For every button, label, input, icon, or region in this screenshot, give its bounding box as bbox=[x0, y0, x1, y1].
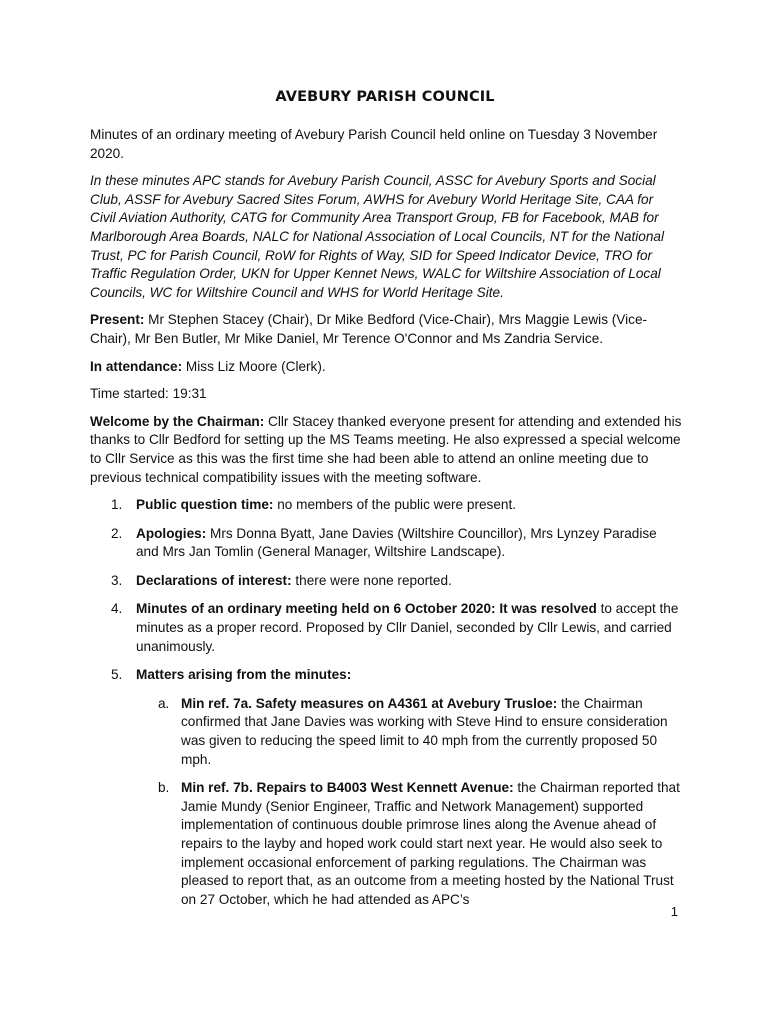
document-body bbox=[90, 126, 682, 919]
agenda-list bbox=[90, 496, 682, 909]
sub-item-text: the Chairman reported that Jamie Mundy (Senior Engineer, Traffic and Network Management) supported implementation of continuous double primrose lines along the Avenue ahead of repairs to the layby and hoped work could start next year. He would also seek to implement occasional enforcement of parking regulations. The Chairman was pleased to report that, as an outcome from a meeting hosted by the National Trust on 27 October, which he had attended as APC’s bbox=[181, 780, 680, 907]
agenda-item bbox=[90, 525, 682, 562]
sub-item-text: the Chairman confirmed that Jane Davies was working with Steve Hind to ensure consideration was given to reducing the speed limit to 40 mph from the currently proposed 50 mph. bbox=[181, 695, 668, 767]
welcome-paragraph bbox=[90, 413, 682, 487]
item-label: Apologies: bbox=[136, 525, 207, 541]
agenda-item bbox=[90, 600, 682, 656]
agenda-item bbox=[90, 572, 682, 591]
sub-item-letter: b. bbox=[158, 780, 170, 796]
document-title: AVEBURY PARISH COUNCIL bbox=[275, 89, 495, 105]
sub-item-letter: a. bbox=[158, 695, 170, 711]
present-paragraph bbox=[90, 311, 682, 348]
present-label: Present: bbox=[90, 312, 145, 328]
item-text: there were none reported. bbox=[291, 572, 452, 588]
attendance-label: In attendance: bbox=[90, 358, 183, 374]
item-number: 2. bbox=[111, 525, 123, 541]
item-number: 4. bbox=[111, 601, 123, 617]
matters-arising-list bbox=[136, 695, 682, 910]
abbreviations-paragraph: In these minutes APC stands for Avebury Parish Council, ASSC for Avebury Sports and Social Club, ASSF for Avebury Sacred Sites Forum, AWHS for Avebury World Heritage Site, CAA for Civil Aviation Authority, CATG for Community Area Transport Group, FB for Facebook, MAB for Marlborough Area Boards, NALC for National Association of Local Councils, NT for the National Trust, PC for Parish Council, RoW for Rights of Way, SID for Speed Indicator Device, TRO for Traffic Regulation Order, UKN for Upper Kennet News, WALC for Wiltshire Association of Local Councils, WC for Wiltshire Council and WHS for World Heritage Site. bbox=[90, 173, 664, 300]
welcome-label: Welcome by the Chairman: bbox=[90, 413, 265, 429]
agenda-item bbox=[90, 496, 682, 515]
item-text: no members of the public were present. bbox=[273, 497, 517, 513]
welcome-text: Cllr Stacey thanked everyone present for attending and extended his thanks to Cllr Bedford for setting up the MS Teams meeting. He also expressed a special welcome to Cllr Service as this was the first time she had been able to attend an online meeting due to previous technical compatibility issues with the meeting software. bbox=[90, 413, 682, 485]
sub-item-label: Min ref. 7b. Repairs to B4003 West Kennett Avenue: bbox=[181, 780, 514, 796]
intro-paragraph: Minutes of an ordinary meeting of Avebury Parish Council held online on Tuesday 3 November 2020. bbox=[90, 127, 658, 161]
item-label: Matters arising from the minutes: bbox=[136, 667, 352, 683]
item-label: Public question time: bbox=[136, 497, 274, 513]
sub-item bbox=[136, 779, 682, 909]
present-text: Mr Stephen Stacey (Chair), Dr Mike Bedford (Vice-Chair), Mrs Maggie Lewis (Vice-Chair), Mr Ben Butler, Mr Mike Daniel, Mr Terence O'Connor and Ms Zandria Service. bbox=[90, 312, 648, 346]
item-text: Mrs Donna Byatt, Jane Davies (Wiltshire Councillor), Mrs Lynzey Paradise and Mrs Jan Tomlin (General Manager, Wiltshire Landscape). bbox=[136, 525, 657, 560]
time-started: Time started: 19:31 bbox=[90, 386, 207, 402]
agenda-item bbox=[90, 666, 682, 909]
sub-item bbox=[136, 695, 682, 769]
item-label: Minutes of an ordinary meeting held on 6 October 2020: It was resolved bbox=[136, 601, 597, 617]
sub-item-label: Min ref. 7a. Safety measures on A4361 at Avebury Trusloe: bbox=[181, 695, 558, 711]
attendance-text: Miss Liz Moore (Clerk). bbox=[182, 358, 326, 374]
item-text: to accept the minutes as a proper record. Proposed by Cllr Daniel, seconded by Cllr Lewis, and carried unanimously. bbox=[136, 601, 679, 654]
item-number: 1. bbox=[111, 497, 123, 513]
item-label: Declarations of interest: bbox=[136, 572, 292, 588]
item-number: 3. bbox=[111, 572, 123, 588]
attendance-paragraph bbox=[90, 358, 682, 377]
page-number: 1 bbox=[670, 904, 678, 919]
item-number: 5. bbox=[111, 667, 123, 683]
